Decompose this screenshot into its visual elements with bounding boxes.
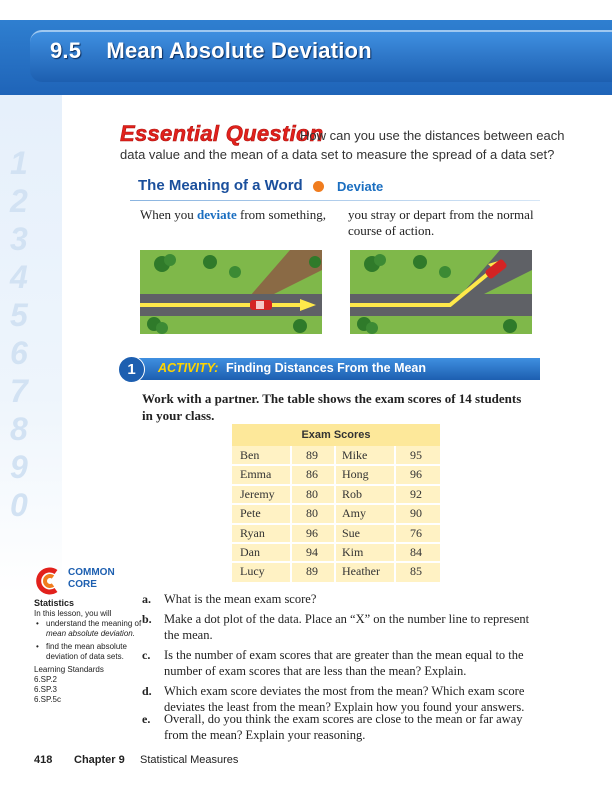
exam-score-cell: 86 (306, 467, 318, 482)
essential-question-text: How can you use the distances between each (300, 128, 565, 143)
student-name-cell: Heather (342, 564, 380, 579)
exam-score-cell: 96 (306, 525, 318, 540)
margin-digit: 3 (10, 221, 28, 257)
definition-left (140, 207, 326, 223)
car-straight-illustration (140, 250, 322, 334)
standard: 6.SP.3 (34, 685, 57, 694)
student-name-cell: Amy (342, 506, 366, 521)
margin-digit: 8 (10, 411, 28, 447)
bullet-icon: • (36, 642, 39, 651)
sidebar-objective (46, 619, 146, 639)
student-name-cell: Pete (240, 506, 261, 521)
question-label: b. (142, 612, 152, 626)
exam-score-cell: 95 (410, 448, 422, 462)
question-text: Is the number of exam scores that are greater than the mean equal to the number of exam scores that are less than the mean? Explain. (164, 648, 524, 678)
bullet-icon: • (36, 619, 39, 628)
divider (130, 200, 540, 201)
margin-digit: 4 (10, 259, 28, 295)
activity-label: ACTIVITY: (158, 361, 219, 375)
left-margin-decoration (0, 95, 62, 595)
sidebar-objective-text: understand the meaning of (46, 619, 142, 628)
vocabulary-term: Deviate (337, 179, 384, 194)
standard: 6.SP.5c (34, 695, 61, 704)
margin-digit: 0 (10, 487, 28, 523)
student-name-cell: Emma (240, 467, 272, 482)
page-title: 9.5 Mean Absolute Deviation (50, 38, 372, 63)
definition-keyword: deviate (197, 207, 237, 222)
student-name-cell: Sue (342, 525, 360, 540)
margin-digit: 1 (10, 145, 28, 181)
standard: 6.SP.2 (34, 675, 57, 684)
question-label: c. (142, 648, 151, 662)
table-divider (394, 446, 396, 582)
exam-score-cell: 94 (306, 545, 318, 559)
exam-score-cell: 89 (306, 564, 318, 579)
page-number: 418 (34, 754, 53, 766)
common-core-logo-icon (34, 566, 64, 596)
activity-title: Finding Distances From the Mean (226, 361, 427, 375)
student-name-cell: Ryan (240, 525, 265, 540)
bullet-dot-icon (313, 181, 324, 192)
sidebar-objective-term: mean absolute deviation. (46, 629, 135, 638)
table-divider (334, 446, 336, 582)
essential-question-label: Essential Question (120, 121, 324, 146)
student-name-cell: Dan (240, 545, 260, 559)
table-title: Exam Scores (232, 424, 440, 446)
exam-score-cell: 76 (410, 525, 422, 540)
activity-number: 1 (118, 356, 145, 383)
footer-chapter: Chapter 9 (74, 754, 125, 766)
definition-right: you stray or depart from the normal course of action. (348, 207, 534, 238)
exam-score-cell: 80 (306, 506, 318, 521)
exam-score-cell: 84 (410, 545, 422, 559)
student-name-cell: Ben (240, 448, 260, 462)
meaning-of-word-title: The Meaning of a Word (138, 177, 303, 194)
standards-label: Learning Standards (34, 665, 104, 674)
question-label: d. (142, 684, 152, 698)
exam-score-cell: 85 (410, 564, 422, 579)
margin-digit: 9 (10, 449, 28, 485)
student-name-cell: Kim (342, 545, 364, 559)
sidebar-objective: find the mean absolute deviation of data sets. (46, 642, 127, 661)
sidebar-strand: Statistics (34, 598, 75, 608)
margin-digit: 5 (10, 297, 28, 333)
question-text: Overall, do you think the exam scores are close to the mean or far away from the mean? Explain your reasoning. (164, 712, 523, 742)
exam-score-cell: 96 (410, 467, 422, 482)
margin-digit: 7 (10, 373, 28, 409)
margin-digit: 6 (10, 335, 28, 371)
student-name-cell: Jeremy (240, 486, 275, 501)
question-label: a. (142, 592, 151, 606)
definition-prefix: When you (140, 207, 194, 222)
exam-score-cell: 90 (410, 506, 422, 521)
question-text: What is the mean exam score? (164, 592, 317, 606)
table-divider (290, 446, 292, 582)
footer-title: Statistical Measures (140, 754, 239, 766)
sidebar-intro: In this lesson, you will (34, 609, 112, 618)
exam-score-cell: 89 (306, 448, 318, 462)
essential-question-text: data value and the mean of a data set to measure the spread of a data set? (120, 147, 555, 162)
margin-digit: 2 (10, 183, 28, 219)
common-core-text: CORE (68, 579, 97, 590)
exam-score-cell: 80 (306, 486, 318, 501)
definition-suffix: from something, (240, 207, 326, 222)
question-text: Make a dot plot of the data. Place an “X” on the number line to represent the mean. (164, 612, 530, 642)
common-core-text: COMMON (68, 567, 115, 578)
car-deviating-illustration (350, 250, 532, 334)
student-name-cell: Hong (342, 467, 369, 482)
student-name-cell: Rob (342, 486, 363, 501)
question-label: e. (142, 712, 151, 726)
student-name-cell: Mike (342, 448, 368, 462)
student-name-cell: Lucy (240, 564, 265, 579)
activity-intro: Work with a partner. The table shows the exam scores of 14 students in your class. (142, 391, 522, 423)
exam-score-cell: 92 (410, 486, 422, 501)
question-text: Which exam score deviates the most from the mean? Which exam score deviates the least from the mean? Explain how you found your answers. (164, 684, 525, 714)
